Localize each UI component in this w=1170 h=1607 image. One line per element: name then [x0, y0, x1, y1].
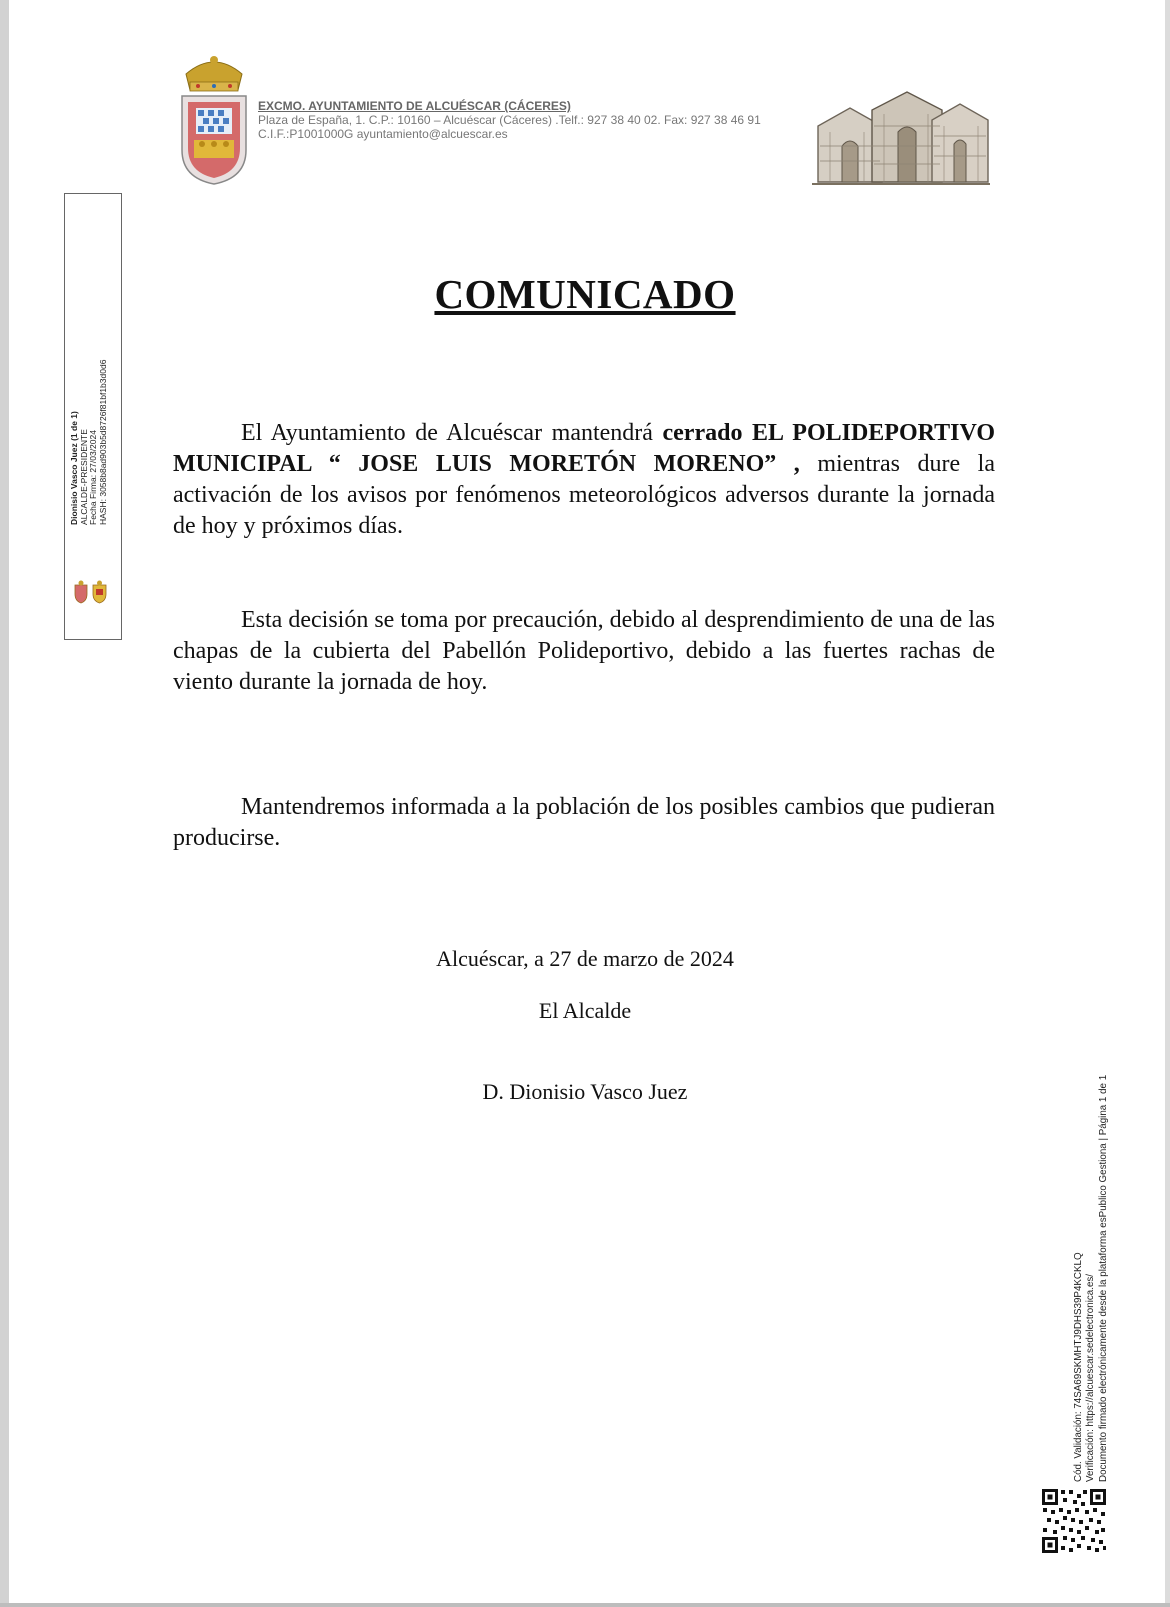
paragraph-1-reason: mientras dure la activación de los avisos por fenómenos meteorológicos adversos durante la jornada de hoy y próximos días. — [173, 451, 995, 539]
validation-url: Verificación: https://alcuescar.sedelectronica.es/ — [1085, 1273, 1097, 1482]
signature-stamp-text — [70, 325, 108, 525]
paragraph-precaution: Esta decisión se toma por precaución, debido al desprendimiento de una de las chapas de la cubierta del Pabellón Polideportivo, debido a las fuertes rachas de viento durante la jornada de hoy. — [173, 607, 995, 695]
qr-code-icon — [1041, 1488, 1107, 1554]
stamp-shield-icon — [73, 580, 109, 604]
paragraph-updates: Mantendremos informada a la población de los posibles cambios que pudieran producirse. — [173, 794, 995, 851]
validation-platform-and-page: Documento firmado electrónicamente desde la plataforma esPublico Gestiona | Página 1 de 1 — [1097, 1074, 1109, 1482]
page-edge-right — [1165, 0, 1170, 1607]
stamp-hash: HASH: 3058b8ad903b5d8726f81bf1b3d0d6 — [97, 359, 108, 525]
signer-name: D. Dionisio Vasco Juez — [482, 1079, 688, 1104]
organization-address: Plaza de España, 1. C.P.: 10160 – Alcuéscar (Cáceres) .Telf.: 927 38 40 02. Fax: 927 38 46 91 — [258, 113, 761, 127]
stamp-date: Fecha Firma: 27/03/2024 — [88, 430, 99, 525]
stamp-signer: Dionisio Vasco Juez (1 de 1) — [69, 411, 79, 525]
organization-name: EXCMO. AYUNTAMIENTO DE ALCUÉSCAR (CÁCERES) — [258, 99, 571, 113]
church-image — [812, 86, 990, 186]
document-date: Alcuéscar, a 27 de marzo de 2024 — [436, 946, 734, 971]
validation-code: Cód. Validación: 74SA69SKMHTJ9DHS39P4KCKLQ — [1073, 1252, 1084, 1482]
organization-cif-email: C.I.F.:P1001000G ayuntamiento@alcuescar.es — [258, 127, 508, 141]
letterhead — [258, 99, 798, 141]
page-edge-left — [0, 0, 9, 1607]
page-edge-bottom — [0, 1603, 1170, 1607]
paragraph-1-intro: El Ayuntamiento de Alcuéscar mantendrá — [241, 420, 663, 446]
validation-info — [1073, 962, 1110, 1482]
document-title: COMUNICADO — [434, 271, 736, 317]
signer-role: El Alcalde — [538, 998, 632, 1023]
paragraph-1-facility: cerrado EL POLIDEPORTIVO MUNICIPAL “ JOSE LUIS MORETÓN MORENO” , — [173, 420, 995, 477]
paragraph-closure-notice — [173, 418, 995, 542]
stamp-role: ALCALDE-PRESIDENTE — [78, 429, 89, 525]
coat-of-arms-icon — [178, 52, 250, 186]
